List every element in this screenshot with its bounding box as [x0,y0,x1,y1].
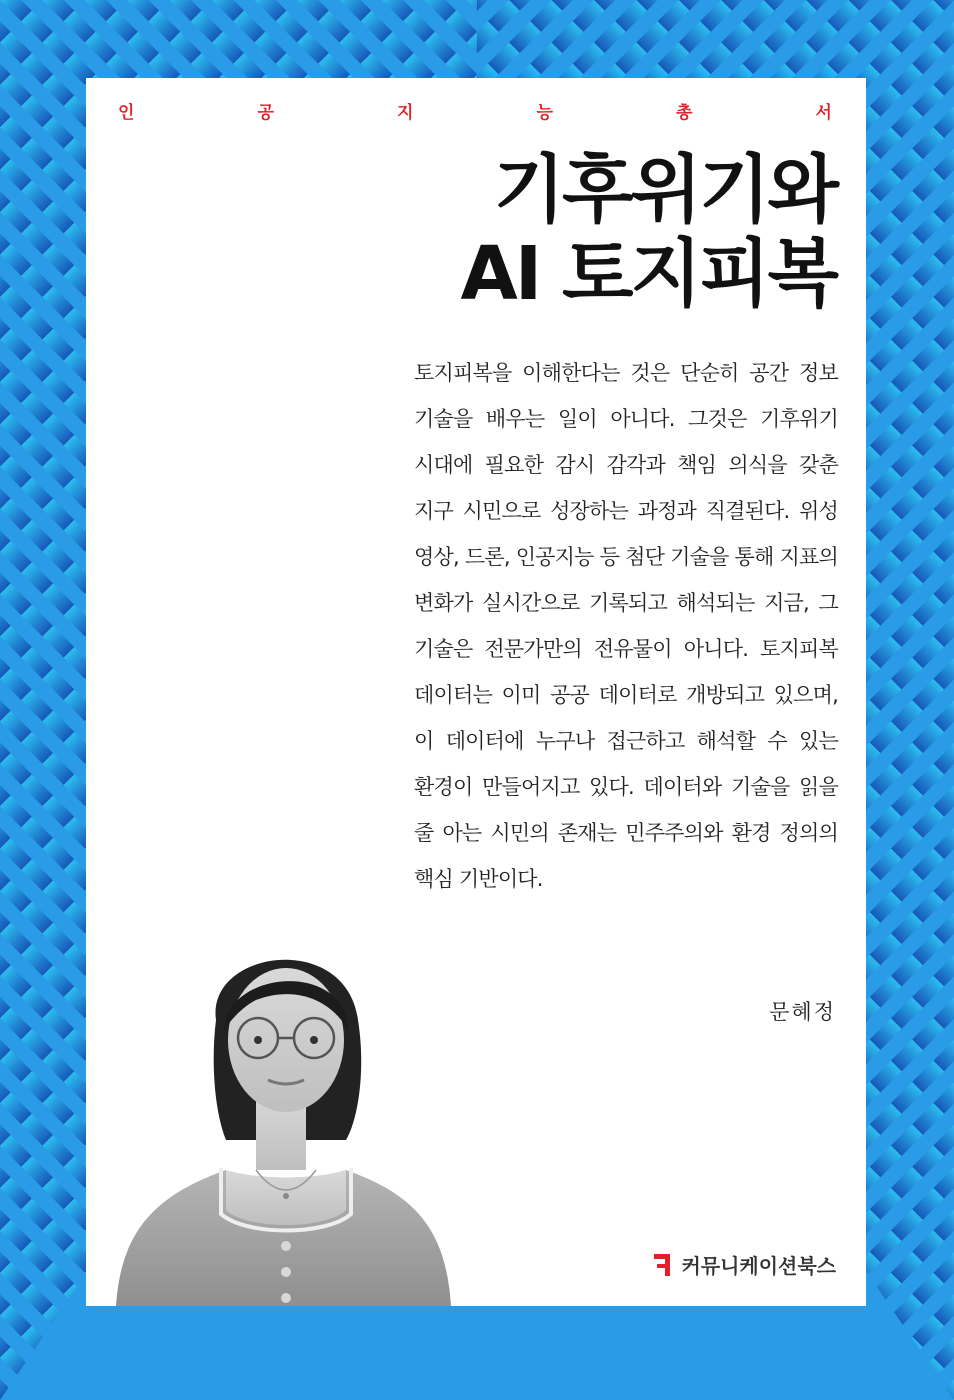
book-title [460,148,836,316]
series-char: 총 [676,103,693,123]
publisher-logo-icon [651,1252,673,1278]
series-char: 인 [118,103,135,123]
series-char: 서 [815,103,832,123]
series-label [118,98,832,123]
title-line-2: AI 토지피복 [460,231,836,317]
publisher-mark [651,1250,836,1279]
title-line-1: 기후위기와 [493,147,836,233]
publisher-name: 커뮤니케이션북스 [681,1254,836,1278]
series-char: 지 [397,103,414,123]
author-portrait [96,930,466,1306]
series-char: 공 [257,103,274,123]
body-text: 토지피복을 이해한다는 것은 단순히 공간 정보 기술을 배우는 일이 아니다. 그것은 기후위기 시대에 필요한 감시 감각과 책임 의식을 갖춘 지구 시민으로 성장하는 과정과 직결된다. 위성 영상, 드론, 인공지능 등 첨단 기술을 통해 지표의 변화가 실시간으로 기록되고 해석되는 지금, 그 기술은 전문가만의 전유물이 아니다. 토지피복 데이터는 이미 공공 데이터로 개방되고 있으며, 이 데이터에 누구나 접근하고 해석할 수 있는 환경이 만들어지고 있다. 데이터와 기술을 읽을 줄 아는 시민의 존재는 민주주의와 환경 정의의 핵심 기반이다. [414,361,838,891]
series-char: 능 [536,103,553,123]
author-name: 문혜정 [769,1000,836,1024]
